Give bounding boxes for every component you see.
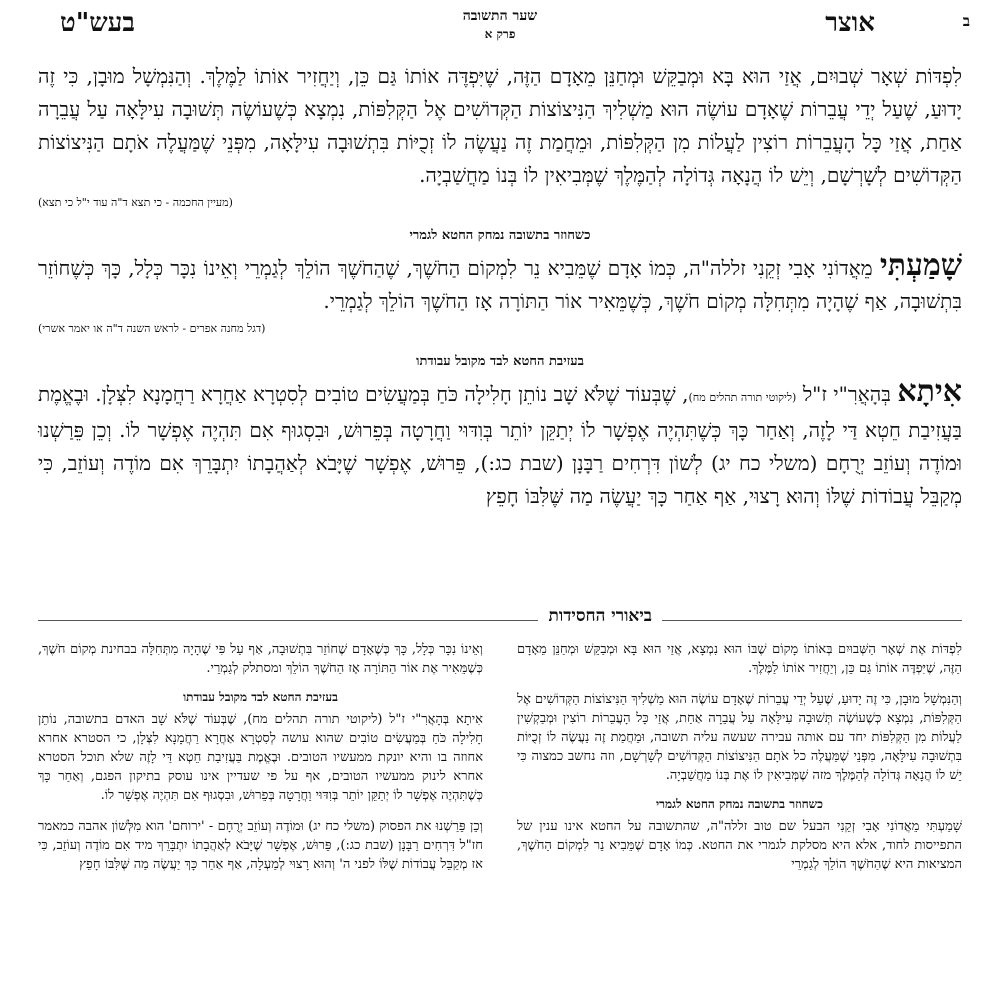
main-text [38,60,962,513]
page-number: ב [962,12,970,30]
section3-text: , שֶׁבְּעוֹד שֶׁלֹּא שָׁב נוֹתֵן חָלִילָה כֹּחַ בְּמַעֲשִׂים טוֹבִים לְסִטְרָא אַחֲרָא רַחֲמָנָא לִצְּלָן. וּבֶאֱמֶת בַּעֲזִיבַת חֵטְא דַּי לָזֶה, וְאַחַר כָּךְ כְּשֶׁתִּהְיֶה אֶפְשָׁר לוֹ יְתַקֵּן יוֹתֵר בְּוִדּוּי וַחֲרָטָה בְּפֵרוּשׁ, וּבִסְגוּף אִם תִּהְיֶה אֶפְשָׁר לוֹ. וְכֵן פֵּרַשְׁנוּ וּמוֹדֶה וְעוֹזֵב יְרֻחָם (משלי כח יג) לְשׁוֹן דִּרְחִים רַבָּנָן (שבת כג:), פֵּרוּשׁ, אֶפְשָׁר שֶׁיָּבֹא לְאַהֲבָתוֹ יִתְבָּרֵךְ אִם מוֹדֶה וְעוֹזֵב, כִּי מְקַבֵּל עֲבוֹדוֹת שֶׁלּוֹ וְהוּא רָצוּי, אַף אַחַר כָּךְ יַעֲשֶׂה מַה שֶּׁלִּבּוֹ חָפֵץ [38,382,962,508]
book-title: אוצר [825,8,875,38]
section3-ref: (ליקוטי תורה תהלים מח) [688,391,797,404]
section3-text-a: בְּהָאֲרִ"י ז"ל [802,382,891,406]
divider-line [38,620,962,621]
gate-title: שער התשובה [462,8,538,24]
section1-text: לִפְדּוֹת שְׁאָר שְׁבוּיִם, אֲזַי הוּא בָּא וּמְבַקֵּשׁ וּמְחַנֵּן מֵאָדָם הַזֶּה, שֶׁיִּפְדֶּה אוֹתוֹ גַּם כֵּן, וְיַחֲזִיר אוֹתוֹ לַמֶּלֶךְ. וְהַנִּמְשָׁל מוּבָן, כִּי זֶה יָדוּעַ, שֶׁעַל יְדֵי עֲבֵרוֹת שֶׁאָדָם עוֹשֶׂה הוּא מַשְׁלִיךְ הַנִּיצוֹצוֹת הַקְּדוֹשִׁים אֶל הַקְּלִפּוֹת, נִמְצָא כְּשֶׁעוֹשֶׂה תְּשׁוּבָה עִילָּאָה עַל עֲבֵרָה אַחַת, אֲזַי כָּל הָעֲבֵרוֹת רוֹצִין לַעֲלוֹת מִן הַקְּלִפּוֹת, וּמֵחֲמַת זֶה נַעֲשֶׂה לוֹ זְכֻיּוֹת בִּתְשׁוּבָה עִילָּאָה, מִפְּנֵי שֶׁמַּעֲלֶה אֹתָם הַנִּיצוֹצוֹת הַקְּדוֹשִׁים לְשָׁרְשָׁם, וְיֵשׁ לוֹ הֲנָאָה גְּדוֹלָה לְהַמֶּלֶךְ שֶׁמְּבִיאִין לוֹ בְּנוֹ מַחֲשַׁבְיָה. [38,64,962,187]
commentary-paragraph: אִיתָא בְּהָאֲרִ"י ז"ל (ליקוטי תורה תהלים מח), שֶׁבְּעוֹד שֶׁלֹּא שָׁב האדם בתשובה, נוֹתֵן חָלִילָה כֹּחַ בְּמַעֲשִׂים טוֹבִים שהוא עושה לְסִטְרָא אַחֲרָא רַחֲמָנָא לִצְּלָן, כי הסטרא אחרא אחוזה בו והיא יונקת ממעשיו הטובים. וּבֶאֱמֶת בַּעֲזִיבַת חֵטְא דַּי לָזֶה שלא תוכל הסטרא אחרא לינוק ממעשיו הטובים, אף על פי שעדיין אינו עוסק בתיקון הפגם, וְאַחַר כָּךְ כְּשֶׁתִּהְיֶה אֶפְשָׁר לוֹ יְתַקֵּן יוֹתֵר בְּוִדּוּי וַחֲרָטָה בְּפֵרוּשׁ, וּבִסְגוּף אִם תִּהְיֶה אֶפְשָׁר לוֹ. [38,712,483,803]
chapter-title: פרק א [484,27,516,41]
commentary-paragraph: שָׁמַעְתִּי מֵאֲדוֹנִי אָבִי זְקֵנִי הבעל שם טוב זללה"ה, שהתשובה על החטא אינו ענין של התפייסות לחוד, אלא היא מסלקת לגמרי את החטא. כְּמוֹ אָדָם שֶׁמֵּבִיא נֵר לִמְקוֹם הַחֹשֶׁךְ, המציאות היא שֶׁהַחֹשֶׁךְ הוֹלֵךְ לְגַמְרֵי [517,819,962,872]
section3-heading: בעזיבת החטא לבד מקובל עבודתו [416,354,584,369]
section2-text: מֵאֲדוֹנִי אָבִי זְקֵנִי זללה"ה, כְּמוֹ אָדָם שֶׁמֵּבִיא נֵר לִמְקוֹם הַחֹשֶׁךְ, שֶׁהַחֹשֶׁךְ הוֹלֵךְ לְגַמְרֵי וְאֵינוֹ נִכָּר כְּלָל, כָּךְ כְּשֶׁחוֹזֵר בִּתְשׁוּבָה, אַף שֶׁהָיָה מִתְּחִלָּה מְקוֹם חֹשֶׁךְ, כְּשֶׁמֵּאִיר אוֹר הַתּוֹרָה אָז הַחֹשֶׁךְ הוֹלֵךְ לְגַמְרֵי. [38,256,962,313]
commentary-heading: כשחוזר בתשובה נמחק החטא לגמרי [655,797,824,811]
commentary-title-band [38,606,962,636]
commentary-heading: בעזיבת החטא לבד מקובל עבודתו [183,690,338,704]
commentary-paragraph: לִפְדּוֹת אֶת שְׁאָר הַשְּׁבוּיִם בְּאוֹתוֹ מָקוֹם שֶׁבּוֹ הוּא נִמְצָא, אֲזַי הוּא בָּא וּמְבַקֵּשׁ וּמְחַנֵּן מֵאָדָם הַזֶּה, שֶׁיִּפְדֶּה אוֹתוֹ גַּם כֵּן, וְיַחֲזִיר אוֹתוֹ לַמֶּלֶךְ. [517,642,962,676]
section-heading [30,8,970,42]
section2-paragraph [38,249,962,318]
section1-source: (מעיין החכמה - כי תצא ד"ה עוד י"ל כי תצא) [38,196,233,209]
commentary-paragraph: וְאֵינוֹ נִכָּר כְּלָל, כָּךְ כְּשֶׁאָדָם שֶׁחוֹזֵר בִּתְשׁוּבָה, אַף עַל פִּי שֶׁהָיָה מִתְּחִלָּה בבחינת מְקוֹם חֹשֶׁךְ, כְּשֶׁמֵּאִיר אֶת אוֹר הַתּוֹרָה אָז הַחֹשֶׁךְ הוֹלֵךְ ומסתלק לְגַמְרֵי. [38,642,483,676]
commentary-title: ביאורי החסידות [538,606,662,626]
section3-first-word: אִיתָא [897,374,962,409]
commentary-right-column [517,640,962,995]
commentary-paragraph: וְהַנִּמְשָׁל מוּבָן, כִּי זֶה יָדוּעַ, שֶׁעַל יְדֵי עֲבֵרוֹת שֶׁאָדָם עוֹשֶׂה הוּא מַשְׁלִיךְ הַנִּיצוֹצוֹת הַקְּדוֹשִׁים אֶל הַקְּלִפּוֹת, נִמְצָא כְּשֶׁעוֹשֶׂה תְּשׁוּבָה עִילָּאָה עַל עֲבֵרָה אַחַת, אֲזַי כָּל הָעֲבֵרוֹת רוֹצִין וּמְבַקְשִׁין לַעֲלוֹת מִן הַקְּלִפּוֹת יחד עם אותה עבירה שעשה עליה תשובה, וּמֵחֲמַת זֶה נַעֲשֶׂה לוֹ זְכֻיּוֹת בִּתְשׁוּבָה עִילָּאָה, מִפְּנֵי שֶׁמַּעֲלֶה כל אֹתָם הַנִּיצוֹצוֹת הַקְּדוֹשִׁים לְשָׁרְשָׁם, וזה נחשב כמצוה כִּי יֵשׁ לוֹ הֲנָאָה גְּדוֹלָה לְהַמֶּלֶךְ מזה שֶׁמְּבִיאִין לוֹ אֶת בְּנוֹ מַחֲשַׁבְיָה. [517,692,962,783]
besht-title: בעש"ט [60,8,135,38]
section2-source: (דגל מחנה אפרים - לראש השנה ד"ה או יאמר אשרי) [38,322,266,335]
section3-paragraph [38,375,962,513]
section2-first-word: שָׁמַעְתִּי [879,248,962,283]
commentary-columns [38,640,962,995]
section2-heading: כשחוזר בתשובה נמחק החטא לגמרי [409,228,591,243]
commentary-left-column [38,640,483,995]
page-header [30,6,970,61]
commentary-paragraph: וְכֵן פֵּרַשְׁנוּ את הפסוק (משלי כח יג) וּמוֹדֶה וְעוֹזֵב יְרֻחָם - 'ירוחם' הוא מִלְּשׁוֹן אהבה כמאמר חז"ל דִּרְחִים רַבָּנָן (שבת כג:), פֵּרוּשׁ, אֶפְשָׁר שֶׁיָּבֹא לְאַהֲבָתוֹ יִתְבָּרֵךְ מיד אִם מוֹדֶה וְעוֹזֵב, כִּי אז מְקַבֵּל עֲבוֹדוֹת שֶׁלּוֹ לפני ה' וְהוּא רָצוּי לְמַעְלָה, אַף אַחַר כָּךְ יַעֲשֶׂה מַה שֶּׁלִּבּוֹ חָפֵץ [38,819,483,872]
